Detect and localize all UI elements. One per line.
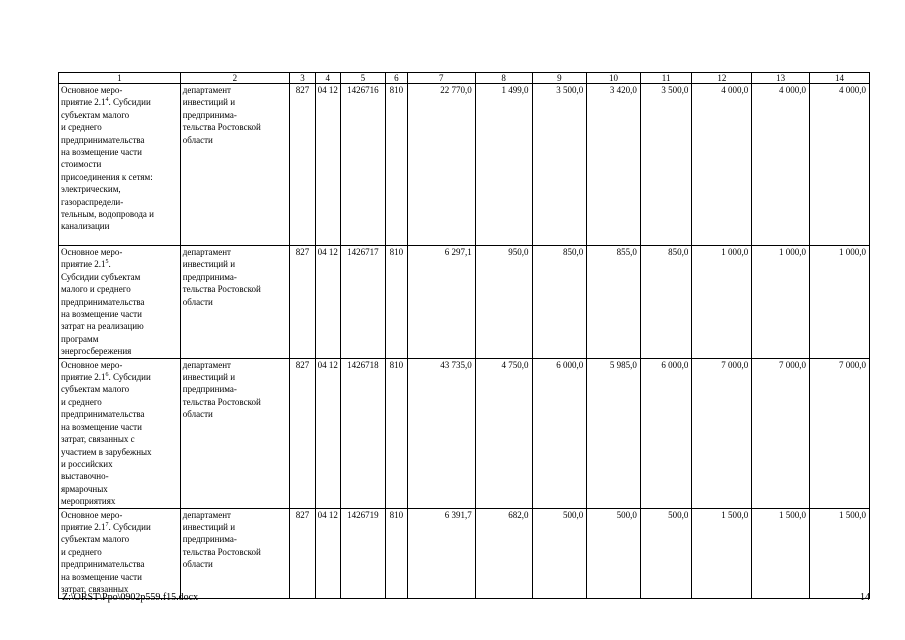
header-cell-9: 9 xyxy=(532,73,587,84)
header-cell-14: 14 xyxy=(810,73,870,84)
amount-cell-c10: 855,0 xyxy=(587,246,641,359)
amount-cell-c14: 4 000,0 xyxy=(810,84,870,246)
executor-cell: департамент инвестиций и предпринима- тельства Ростовской области xyxy=(180,358,289,508)
code-cell-c6: 810 xyxy=(386,508,408,598)
amount-cell-c13: 7 000,0 xyxy=(752,358,810,508)
measure-name-text: Основное меро- приятие 2.1 xyxy=(61,509,123,532)
measure-name-cell xyxy=(59,246,181,359)
amount-cell-c7: 43 735,0 xyxy=(407,358,475,508)
table-row xyxy=(59,246,870,359)
measure-number-superscript: 6 xyxy=(105,372,109,379)
measure-name-cell xyxy=(59,508,181,598)
amount-cell-c7: 22 770,0 xyxy=(407,84,475,246)
code-cell-c4: 04 12 xyxy=(315,84,340,246)
header-cell-1: 1 xyxy=(59,73,181,84)
code-cell-c3: 827 xyxy=(290,84,316,246)
code-cell-c4: 04 12 xyxy=(315,358,340,508)
amount-cell-c14: 1 500,0 xyxy=(810,508,870,598)
measure-name-text: Основное меро- приятие 2.1 xyxy=(61,359,123,383)
header-cell-12: 12 xyxy=(692,73,752,84)
code-cell-c6: 810 xyxy=(386,358,408,508)
code-cell-c5: 1426719 xyxy=(340,508,385,598)
measure-number-superscript: 4 xyxy=(105,97,109,104)
amount-cell-c12: 7 000,0 xyxy=(692,358,752,508)
code-cell-c4: 04 12 xyxy=(315,508,340,598)
header-cell-5: 5 xyxy=(340,73,385,84)
table-row xyxy=(59,508,870,598)
amount-cell-c11: 3 500,0 xyxy=(640,84,692,246)
table-row xyxy=(59,358,870,508)
amount-cell-c7: 6 297,1 xyxy=(407,246,475,359)
code-cell-c3: 827 xyxy=(290,508,316,598)
executor-cell: департамент инвестиций и предпринима- тельства Ростовской области xyxy=(180,84,289,246)
amount-cell-c10: 5 985,0 xyxy=(587,358,641,508)
executor-cell: департамент инвестиций и предпринима- тельства Ростовской области xyxy=(180,246,289,359)
amount-cell-c10: 500,0 xyxy=(587,508,641,598)
measure-name-text: . Субсидии субъектам малого и среднего предпринимательства на возмещение части стоимости присоединения к сетям: электрическим, газораспредели- тельным, водопровода и канализации xyxy=(61,97,154,232)
code-cell-c5: 1426716 xyxy=(340,84,385,246)
amount-cell-c11: 500,0 xyxy=(640,508,692,598)
amount-cell-c8: 1 499,0 xyxy=(475,84,532,246)
header-cell-13: 13 xyxy=(752,73,810,84)
amount-cell-c7: 6 391,7 xyxy=(407,508,475,598)
amount-cell-c9: 6 000,0 xyxy=(532,358,587,508)
measure-name-text: . Субсидии субъектам малого и среднего предпринимательства на возмещение части затрат, связанных с участием в зарубежных и российских выставочно- ярмарочных мероприятиях xyxy=(61,372,152,507)
code-cell-c3: 827 xyxy=(290,358,316,508)
code-cell-c5: 1426718 xyxy=(340,358,385,508)
amount-cell-c8: 682,0 xyxy=(475,508,532,598)
amount-cell-c13: 1 000,0 xyxy=(752,246,810,359)
header-cell-10: 10 xyxy=(587,73,641,84)
amount-cell-c9: 500,0 xyxy=(532,508,587,598)
table-body xyxy=(59,73,870,599)
measure-name-cell xyxy=(59,358,181,508)
page-number: 14 xyxy=(860,592,870,603)
amount-cell-c13: 1 500,0 xyxy=(752,508,810,598)
code-cell-c6: 810 xyxy=(386,84,408,246)
measure-name-text: . Субсидии субъектам малого и среднего предпринимательства на возмещение части затрат на реализацию программ энергосбережения xyxy=(61,259,145,357)
amount-cell-c12: 1 500,0 xyxy=(692,508,752,598)
amount-cell-c12: 1 000,0 xyxy=(692,246,752,359)
measure-name-text: Основное меро- приятие 2.1 xyxy=(61,247,123,270)
code-cell-c3: 827 xyxy=(290,246,316,359)
amount-cell-c10: 3 420,0 xyxy=(587,84,641,246)
amount-cell-c11: 850,0 xyxy=(640,246,692,359)
measure-number-superscript: 5 xyxy=(105,259,109,266)
header-cell-8: 8 xyxy=(475,73,532,84)
amount-cell-c9: 850,0 xyxy=(532,246,587,359)
amount-cell-c8: 950,0 xyxy=(475,246,532,359)
amount-cell-c11: 6 000,0 xyxy=(640,358,692,508)
amount-cell-c9: 3 500,0 xyxy=(532,84,587,246)
code-cell-c4: 04 12 xyxy=(315,246,340,359)
header-cell-3: 3 xyxy=(290,73,316,84)
amount-cell-c14: 1 000,0 xyxy=(810,246,870,359)
amount-cell-c8: 4 750,0 xyxy=(475,358,532,508)
header-cell-6: 6 xyxy=(386,73,408,84)
header-cell-7: 7 xyxy=(407,73,475,84)
measure-name-cell xyxy=(59,84,181,246)
code-cell-c6: 810 xyxy=(386,246,408,359)
measure-name-text: Основное меро- приятие 2.1 xyxy=(61,85,123,108)
executor-cell: департамент инвестиций и предпринима- тельства Ростовской области xyxy=(180,508,289,598)
table-row xyxy=(59,84,870,246)
header-cell-11: 11 xyxy=(640,73,692,84)
amount-cell-c12: 4 000,0 xyxy=(692,84,752,246)
amount-cell-c13: 4 000,0 xyxy=(752,84,810,246)
header-cell-4: 4 xyxy=(315,73,340,84)
header-cell-2: 2 xyxy=(180,73,289,84)
code-cell-c5: 1426717 xyxy=(340,246,385,359)
column-number-header xyxy=(59,73,870,84)
amount-cell-c14: 7 000,0 xyxy=(810,358,870,508)
measure-name-text: . Субсидии субъектам малого и среднего предпринимательства на возмещение части затрат, связанных xyxy=(61,521,151,594)
footer-file-path: Z:\ORST\Ppo\0902p559.f15.docx xyxy=(62,592,199,603)
budget-table xyxy=(58,72,870,599)
measure-number-superscript: 7 xyxy=(105,521,109,528)
